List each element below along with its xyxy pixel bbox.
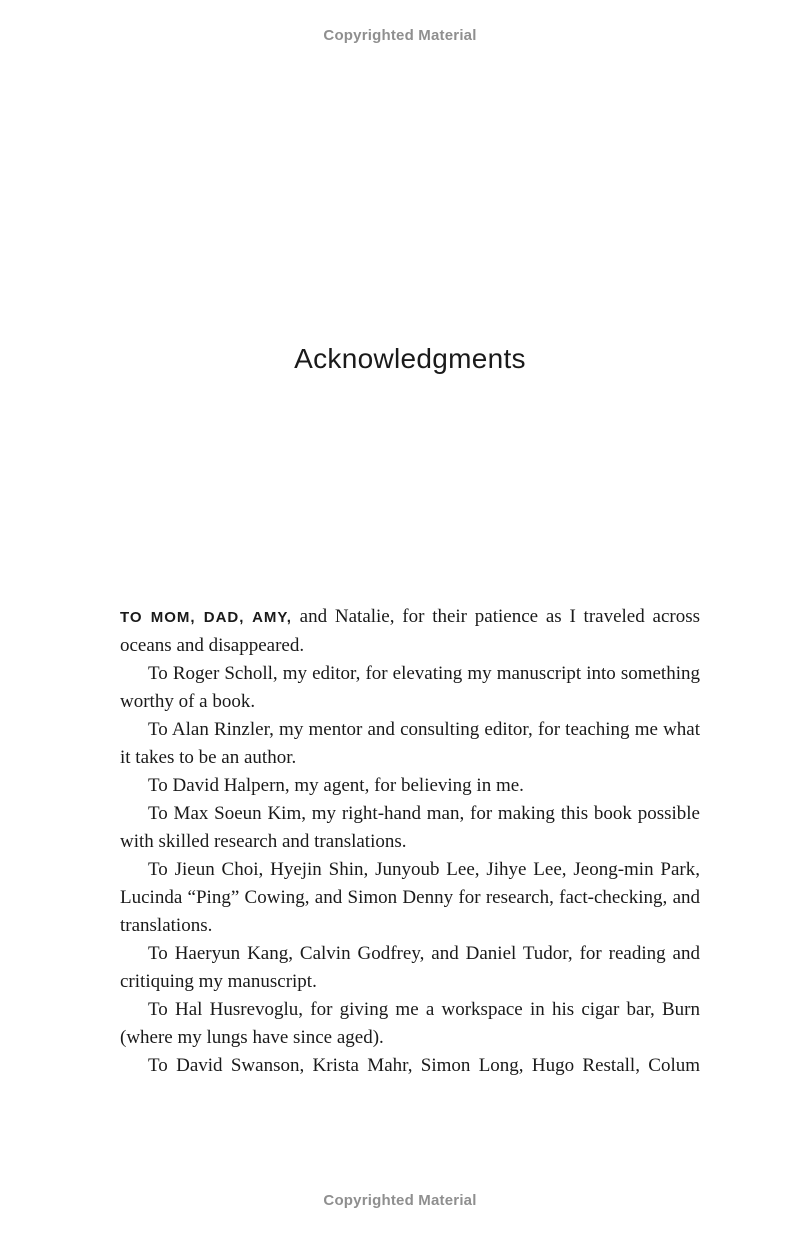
paragraph-7: To Haeryun Kang, Calvin Godfrey, and Daniel Tudor, for reading and critiquing my manuscript. xyxy=(120,943,700,992)
paragraph-8: To Hal Husrevoglu, for giving me a workspace in his cigar bar, Burn (where my lungs have since aged). xyxy=(120,999,700,1048)
watermark-bottom: Copyrighted Material xyxy=(323,1192,477,1209)
acknowledgments-body xyxy=(120,603,700,1080)
paragraph-4: To David Halpern, my agent, for believing in me. xyxy=(148,775,524,796)
paragraph-2: To Roger Scholl, my editor, for elevating my manuscript into something worthy of a book. xyxy=(120,663,700,712)
lead-in: TO MOM, DAD, AMY, xyxy=(120,609,292,626)
paragraph-5: To Max Soeun Kim, my right-hand man, for making this book possible with skilled research and translations. xyxy=(120,803,700,852)
paragraph-6: To Jieun Choi, Hyejin Shin, Junyoub Lee, Jihye Lee, Jeong-min Park, Lucinda “Ping” Cowing, and Simon Denny for research, fact-checking, and translations. xyxy=(120,859,700,936)
page-title: Acknowledgments xyxy=(294,343,526,374)
paragraph-1 xyxy=(120,603,700,660)
paragraph-9: To David Swanson, Krista Mahr, Simon Long, Hugo Restall, Colum xyxy=(148,1055,700,1076)
paragraph-3: To Alan Rinzler, my mentor and consulting editor, for teaching me what it takes to be an author. xyxy=(120,719,700,768)
watermark-top: Copyrighted Material xyxy=(323,27,477,44)
paragraph-1-text: and Natalie, for their patience as I traveled across oceans and disappeared. xyxy=(120,606,700,656)
